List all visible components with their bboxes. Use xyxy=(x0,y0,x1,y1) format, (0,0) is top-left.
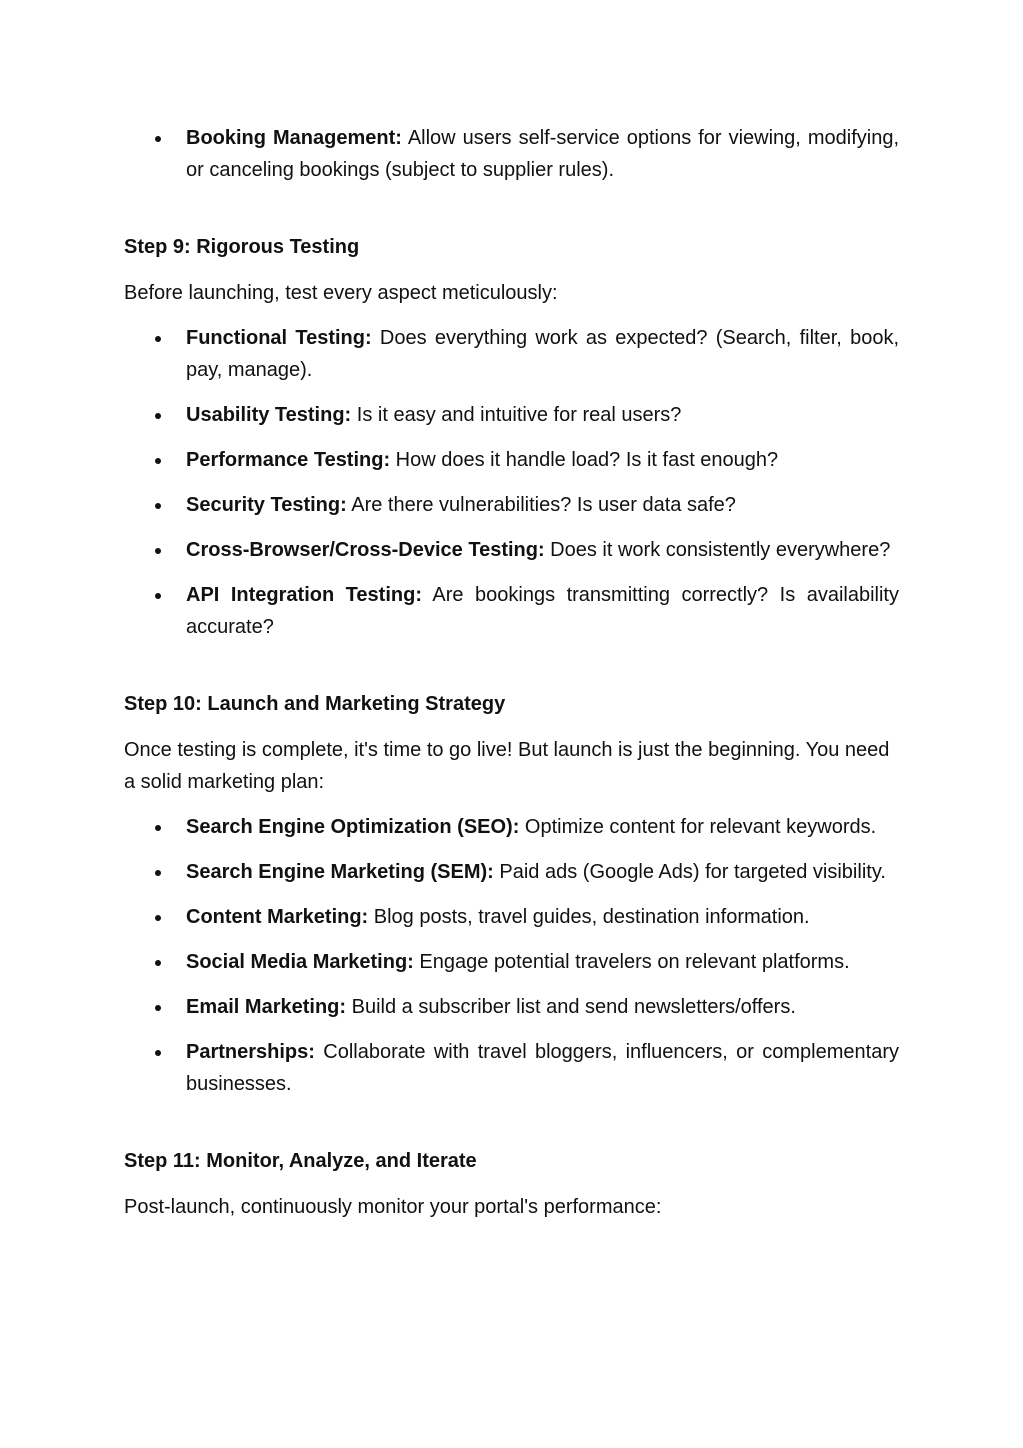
bullet-icon xyxy=(155,870,161,876)
step9-bullet-list xyxy=(124,322,899,643)
list-item-term: Partnerships: xyxy=(186,1041,315,1063)
bullet-icon xyxy=(155,1005,161,1011)
list-item-text: Blog posts, travel guides, destination information. xyxy=(368,906,810,928)
bullet-icon xyxy=(155,593,161,599)
list-item-text: Does it work consistently everywhere? xyxy=(544,539,891,561)
list-item-term: Cross-Browser/Cross-Device Testing: xyxy=(186,539,545,561)
list-item-text: Does everything work as expected? (Search, filter, book, pay, manage). xyxy=(186,327,900,381)
bullet-icon xyxy=(155,413,161,419)
list-item-text: Engage potential travelers on relevant platforms. xyxy=(413,951,850,973)
list-item-text: Are bookings transmitting correctly? Is availability accurate? xyxy=(186,584,899,638)
list-item xyxy=(124,811,899,843)
list-item xyxy=(124,489,899,521)
list-item-text: Are there vulnerabilities? Is user data safe? xyxy=(346,494,736,516)
list-item-term: Performance Testing: xyxy=(186,449,391,471)
list-item xyxy=(124,399,899,431)
list-item xyxy=(124,579,899,643)
bullet-icon xyxy=(155,825,161,831)
list-item-term: Usability Testing: xyxy=(186,404,352,426)
list-item xyxy=(124,444,899,476)
list-item xyxy=(124,322,899,386)
bullet-icon xyxy=(155,1050,161,1056)
bullet-icon xyxy=(155,503,161,509)
list-item-text: How does it handle load? Is it fast enough? xyxy=(390,449,779,471)
list-item xyxy=(124,991,899,1023)
list-item xyxy=(124,534,899,566)
list-item-term: Search Engine Marketing (SEM): xyxy=(186,861,494,883)
bullet-icon xyxy=(155,336,161,342)
list-item xyxy=(124,901,899,933)
list-item-text: Is it easy and intuitive for real users? xyxy=(351,404,682,426)
list-item-term: API Integration Testing: xyxy=(186,584,422,606)
list-item xyxy=(124,856,899,888)
list-item-text: Build a subscriber list and send newsletters/offers. xyxy=(346,996,796,1018)
list-item-text: Optimize content for relevant keywords. xyxy=(519,816,877,838)
step9-heading: Step 9: Rigorous Testing xyxy=(124,236,360,258)
intro-bullet-list xyxy=(124,122,899,186)
list-item xyxy=(124,122,899,186)
step10-intro: Once testing is complete, it's time to go live! But launch is just the beginning. You need a solid marketing plan: xyxy=(124,739,890,793)
list-item-text: Paid ads (Google Ads) for targeted visibility. xyxy=(493,861,886,883)
bullet-icon xyxy=(155,136,161,142)
step11-heading: Step 11: Monitor, Analyze, and Iterate xyxy=(124,1150,477,1172)
step10-bullet-list xyxy=(124,811,899,1100)
list-item-text: Collaborate with travel bloggers, influencers, or complementary businesses. xyxy=(186,1041,899,1095)
document-page xyxy=(124,122,899,1223)
bullet-icon xyxy=(155,548,161,554)
bullet-icon xyxy=(155,960,161,966)
list-item-term: Social Media Marketing: xyxy=(186,951,414,973)
list-item-term: Email Marketing: xyxy=(186,996,347,1018)
list-item-text: Allow users self-service options for viewing, modifying, or canceling bookings (subject to supplier rules). xyxy=(186,127,899,181)
bullet-icon xyxy=(155,915,161,921)
step9-intro: Before launching, test every aspect meticulously: xyxy=(124,282,558,304)
step10-heading: Step 10: Launch and Marketing Strategy xyxy=(124,693,506,715)
bullet-icon xyxy=(155,458,161,464)
list-item-term: Booking Management: xyxy=(186,127,402,149)
list-item-term: Functional Testing: xyxy=(186,327,372,349)
list-item-term: Content Marketing: xyxy=(186,906,369,928)
list-item-term: Security Testing: xyxy=(186,494,347,516)
step11-intro: Post-launch, continuously monitor your portal's performance: xyxy=(124,1196,662,1218)
list-item xyxy=(124,946,899,978)
list-item xyxy=(124,1036,899,1100)
list-item-term: Search Engine Optimization (SEO): xyxy=(186,816,520,838)
